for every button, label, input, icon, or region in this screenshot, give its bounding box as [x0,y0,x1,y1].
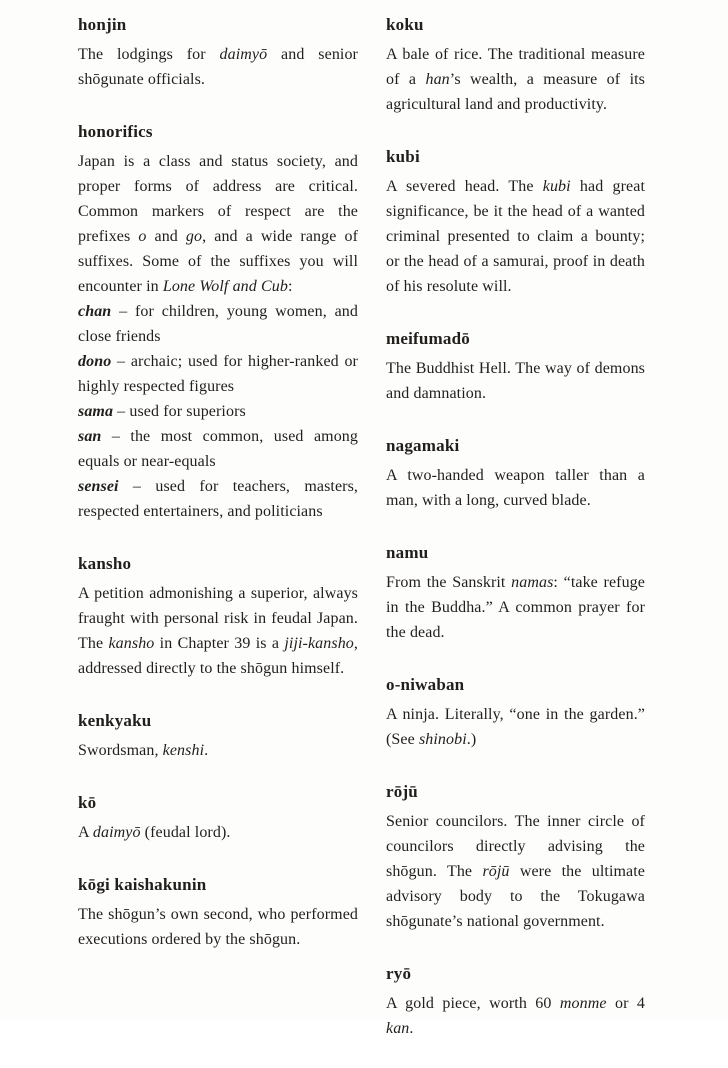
italic-text: daimyō [92,824,141,841]
glossary-entry-kubi [386,144,645,299]
text-run: A gold piece, worth 60 [386,995,560,1012]
glossary-definition [78,902,358,952]
italic-text: namas [511,574,554,591]
glossary-term: honorifics [78,122,153,141]
glossary-term: kō [78,793,97,812]
bold-italic-text: sensei [78,478,119,495]
text-run: and [146,228,186,245]
text-run: : “take refuge in the Buddha.” A common prayer for the dead. [386,574,645,641]
glossary-definition [78,149,358,299]
glossary-definition [78,424,358,474]
glossary-term: kenkyaku [78,711,152,730]
text-run: ’s wealth, a measure of its agricultural land and productivity. [386,71,645,113]
glossary-term: koku [386,15,424,34]
glossary-entry-namu [386,540,645,645]
text-run: The Buddhist Hell. The way of demons and damnation. [386,360,645,402]
text-run: (feudal lord). [140,824,231,841]
right-column [386,12,645,1068]
glossary-definition [78,738,358,763]
italic-text: daimyō [219,46,268,63]
text-run: The shōgun’s own second, who performed executions ordered by the shōgun. [78,906,358,948]
glossary-entry-ry- [386,961,645,1041]
text-run: were the ultimate advisory body to the Tokugawa shōgunate’s national government. [386,863,645,930]
glossary-definition [78,474,358,524]
glossary-entry-kenkyaku [78,708,358,763]
glossary-entry-o-niwaban [386,672,645,752]
italic-text: han [425,71,450,88]
text-run: A bale of rice. The traditional measure of a [386,46,645,88]
glossary-entry-nagamaki [386,433,645,513]
text-run: and senior shōgunate officials. [78,46,358,88]
text-run: – the most common, used among equals or near-equals [78,428,358,470]
bold-italic-text: san [78,428,102,445]
bold-italic-text: dono [78,353,112,370]
text-run: – used for teachers, masters, respected entertainers, and politicians [78,478,358,520]
bold-italic-text: sama [78,403,114,420]
bold-italic-text: chan [78,303,112,320]
glossary-term: ryō [386,964,412,983]
glossary-term: nagamaki [386,436,460,455]
glossary-definition [386,809,645,934]
glossary-definition [386,463,645,513]
text-run: , addressed directly to the shōgun himself. [78,635,359,677]
text-run: Swordsman, [78,742,163,759]
text-run: – archaic; used for higher-ranked or highly respected figures [78,353,358,395]
text-run: , and a wide range of suffixes. Some of the suffixes you will encounter in [78,228,358,295]
glossary-term: rōjū [386,782,418,801]
glossary-term: kansho [78,554,132,573]
text-run: in Chapter 39 is a [154,635,285,652]
text-run: A petition admonishing a superior, always fraught with personal risk in feudal Japan. The [78,585,358,652]
italic-text: monme [559,995,607,1012]
glossary-definition [386,42,645,117]
text-run: or 4 [606,995,645,1012]
glossary-definition [386,991,645,1041]
text-run: – used for superiors [113,403,246,420]
text-run: Senior councilors. The inner circle of councilors directly advising the shōgun. The [386,813,645,880]
glossary-entry-r-j- [386,779,645,934]
glossary-entry-kansho [78,551,358,681]
text-run: The lodgings for [78,46,220,63]
glossary-definition [78,581,358,681]
glossary-definition [78,820,358,845]
glossary-entry-honorifics [78,119,358,524]
glossary-entry-k-gi-kaishakunin [78,872,358,952]
italic-text: rōjū [482,863,510,880]
glossary-term: namu [386,543,429,562]
glossary-definition [386,356,645,406]
glossary-definition [386,174,645,299]
left-column [78,12,358,979]
text-run: A two-handed weapon taller than a man, with a long, curved blade. [386,467,645,509]
italic-text: Lone Wolf and Cub [162,278,288,295]
text-run: A severed head. The [386,178,543,195]
italic-text: kansho [108,635,155,652]
glossary-term: o-niwaban [386,675,465,694]
italic-text: o [138,228,147,245]
glossary-entry-honjin [78,12,358,92]
text-run: Japan is a class and status society, and proper forms of address are critical. Common markers of respect are the prefixes [78,153,358,245]
glossary-definition [78,349,358,399]
glossary-entry-koku [386,12,645,117]
text-run: .) [466,731,477,748]
glossary-entry-k- [78,790,358,845]
italic-text: kubi [542,178,571,195]
glossary-definition [78,299,358,349]
glossary-definition [386,570,645,645]
glossary-definition [78,42,358,92]
glossary-term: kōgi kaishakunin [78,875,207,894]
text-run: A [78,824,93,841]
glossary-definition [78,399,358,424]
glossary-term: meifumadō [386,329,470,348]
glossary-term: kubi [386,147,420,166]
text-run: . [409,1020,414,1037]
text-run: A ninja. Literally, “one in the garden.” (See [386,706,645,748]
italic-text: kan [386,1020,410,1037]
glossary-entry-meifumad- [386,326,645,406]
italic-text: go [185,228,203,245]
text-run: had great significance, be it the head of a wanted criminal presented to claim a bounty; or the head of a samurai, proof in death of his resolute will. [386,178,645,295]
italic-text: kenshi [162,742,205,759]
glossary-definition [386,702,645,752]
italic-text: shinobi [418,731,467,748]
italic-text: jiji-kansho [284,635,354,652]
text-run: From the Sanskrit [386,574,512,591]
text-run: : [287,278,293,295]
text-run: . [204,742,209,759]
glossary-term: honjin [78,15,127,34]
text-run: – for children, young women, and close friends [78,303,358,345]
